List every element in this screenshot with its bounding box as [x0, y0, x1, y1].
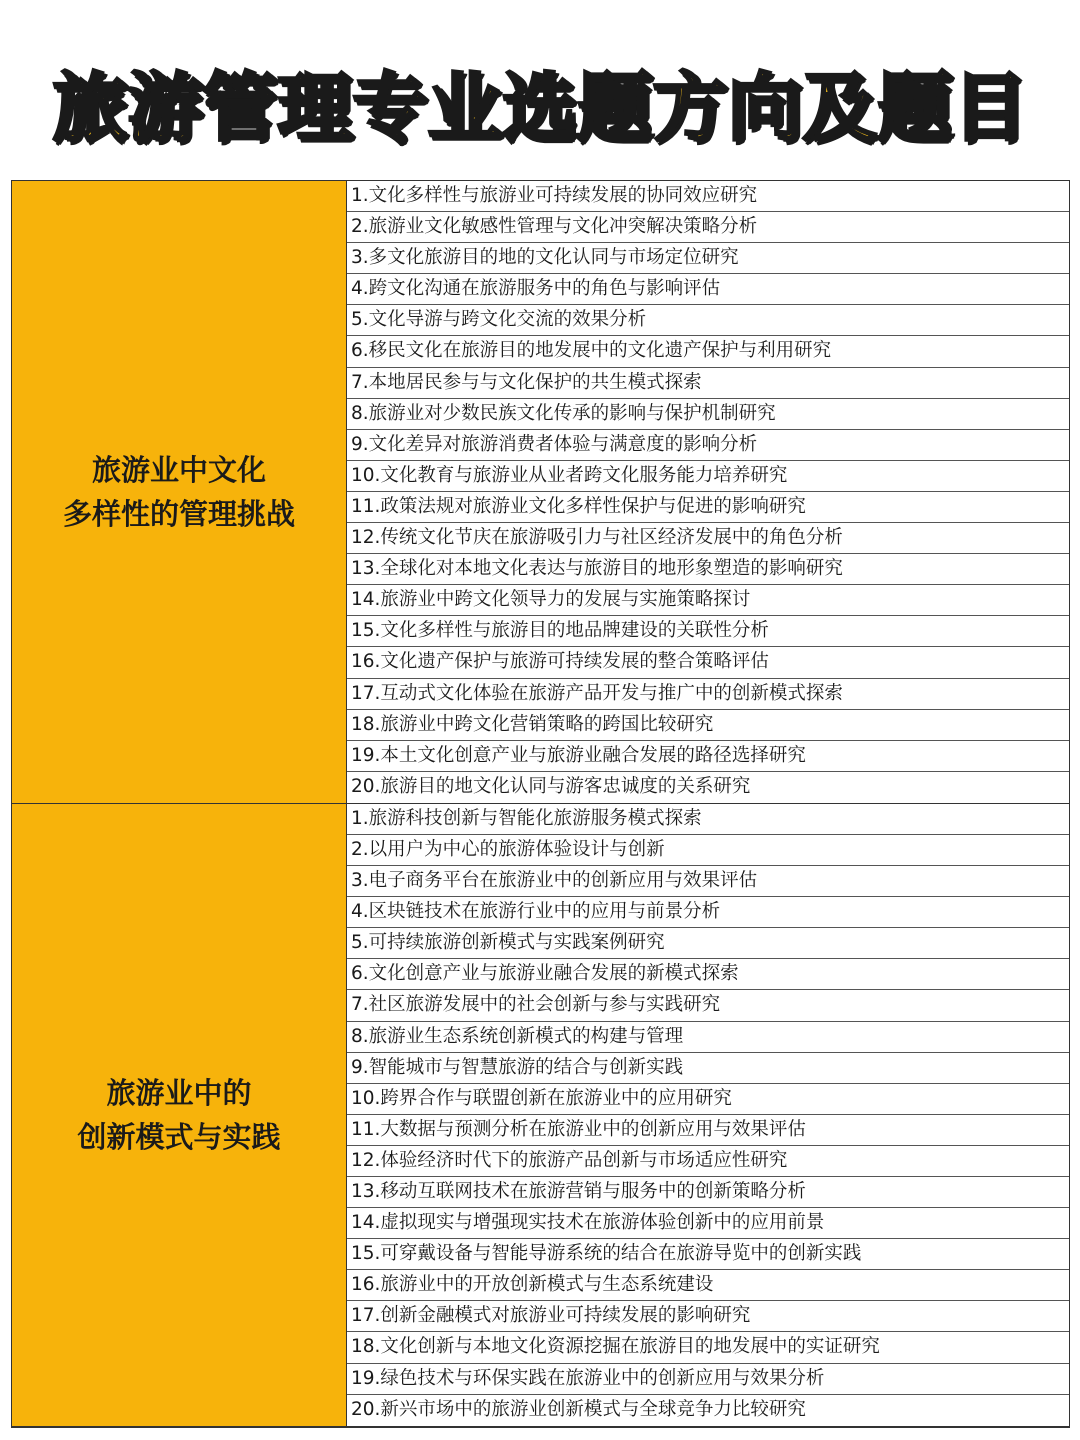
topic-row: 20.旅游目的地文化认同与游客忠诚度的关系研究: [351, 775, 751, 797]
topic-row: 18.文化创新与本地文化资源挖掘在旅游目的地发展中的实证研究: [347, 1332, 1069, 1363]
category-title-line-2: 多样性的管理挑战: [62, 496, 295, 531]
topic-row: 4.区块链技术在旅游行业中的应用与前景分析: [347, 897, 1069, 928]
topic-row: 11.政策法规对旅游业文化多样性保护与促进的影响研究: [347, 492, 1069, 523]
topic-row: 7.社区旅游发展中的社会创新与参与实践研究: [347, 990, 1069, 1021]
topic-row: 14.旅游业中跨文化领导力的发展与实施策略探讨: [347, 585, 1069, 616]
topic-row: 17.互动式文化体验在旅游产品开发与推广中的创新模式探索: [347, 679, 1069, 710]
category-title: [63, 448, 295, 536]
topic-row: 17.创新金融模式对旅游业可持续发展的影响研究: [347, 1301, 1069, 1332]
topic-row: 10.跨界合作与联盟创新在旅游业中的应用研究: [347, 1084, 1069, 1115]
topic-row: 3.电子商务平台在旅游业中的创新应用与效果评估: [347, 866, 1069, 897]
topic-row: 20.新兴市场中的旅游业创新模式与全球竞争力比较研究: [351, 1398, 806, 1420]
category-title-line-1: 旅游业中的: [106, 1075, 252, 1110]
topic-row: 5.可持续旅游创新模式与实践案例研究: [347, 928, 1069, 959]
topic-table: [11, 180, 1070, 1428]
topic-row: 14.虚拟现实与增强现实技术在旅游体验创新中的应用前景: [347, 1208, 1069, 1239]
topic-row: 18.旅游业中跨文化营销策略的跨国比较研究: [347, 710, 1069, 741]
topic-section: [12, 181, 1070, 804]
topic-list: [347, 804, 1070, 1426]
topic-row: 10.文化教育与旅游业从业者跨文化服务能力培养研究: [347, 461, 1069, 492]
topic-row: 15.文化多样性与旅游目的地品牌建设的关联性分析: [347, 616, 1069, 647]
topic-row: 13.全球化对本地文化表达与旅游目的地形象塑造的影响研究: [347, 554, 1069, 585]
topic-row: 1.文化多样性与旅游业可持续发展的协同效应研究: [347, 181, 1069, 212]
topic-row: 6.移民文化在旅游目的地发展中的文化遗产保护与利用研究: [347, 336, 1069, 367]
topic-row: 16.文化遗产保护与旅游可持续发展的整合策略评估: [347, 647, 1069, 678]
topic-row: 12.体验经济时代下的旅游产品创新与市场适应性研究: [347, 1146, 1069, 1177]
topic-row: 4.跨文化沟通在旅游服务中的角色与影响评估: [347, 274, 1069, 305]
category-cell: [12, 181, 347, 803]
category-title-line-2: 创新模式与实践: [77, 1119, 281, 1154]
topic-row: 1.旅游科技创新与智能化旅游服务模式探索: [347, 804, 1069, 835]
topic-row: 3.多文化旅游目的地的文化认同与市场定位研究: [347, 243, 1069, 274]
topic-row: 9.文化差异对旅游消费者体验与满意度的影响分析: [347, 430, 1069, 461]
topic-row: 19.绿色技术与环保实践在旅游业中的创新应用与效果分析: [347, 1364, 1069, 1395]
topic-row: 7.本地居民参与与文化保护的共生模式探索: [347, 368, 1069, 399]
topic-row: 8.旅游业对少数民族文化传承的影响与保护机制研究: [347, 399, 1069, 430]
topic-row: 15.可穿戴设备与智能导游系统的结合在旅游导览中的创新实践: [347, 1239, 1069, 1270]
topic-row: 5.文化导游与跨文化交流的效果分析: [347, 305, 1069, 336]
topic-row: 8.旅游业生态系统创新模式的构建与管理: [347, 1022, 1069, 1053]
page-title: 旅游管理专业选题方向及题目: [52, 65, 1028, 151]
topic-row: 9.智能城市与智慧旅游的结合与创新实践: [347, 1053, 1069, 1084]
topic-row: 13.移动互联网技术在旅游营销与服务中的创新策略分析: [347, 1177, 1069, 1208]
topic-row: 12.传统文化节庆在旅游吸引力与社区经济发展中的角色分析: [347, 523, 1069, 554]
category-title-line-1: 旅游业中文化: [91, 452, 266, 487]
category-title: [77, 1071, 280, 1159]
topic-row: 2.旅游业文化敏感性管理与文化冲突解决策略分析: [347, 212, 1069, 243]
topic-list: [347, 181, 1070, 803]
topic-row: 6.文化创意产业与旅游业融合发展的新模式探索: [347, 959, 1069, 990]
category-cell: [12, 804, 347, 1426]
topic-row: 16.旅游业中的开放创新模式与生态系统建设: [347, 1270, 1069, 1301]
topic-row: 11.大数据与预测分析在旅游业中的创新应用与效果评估: [347, 1115, 1069, 1146]
topic-section: [12, 804, 1070, 1428]
topic-row: 19.本土文化创意产业与旅游业融合发展的路径选择研究: [347, 741, 1069, 772]
topic-row: 2.以用户为中心的旅游体验设计与创新: [347, 835, 1069, 866]
